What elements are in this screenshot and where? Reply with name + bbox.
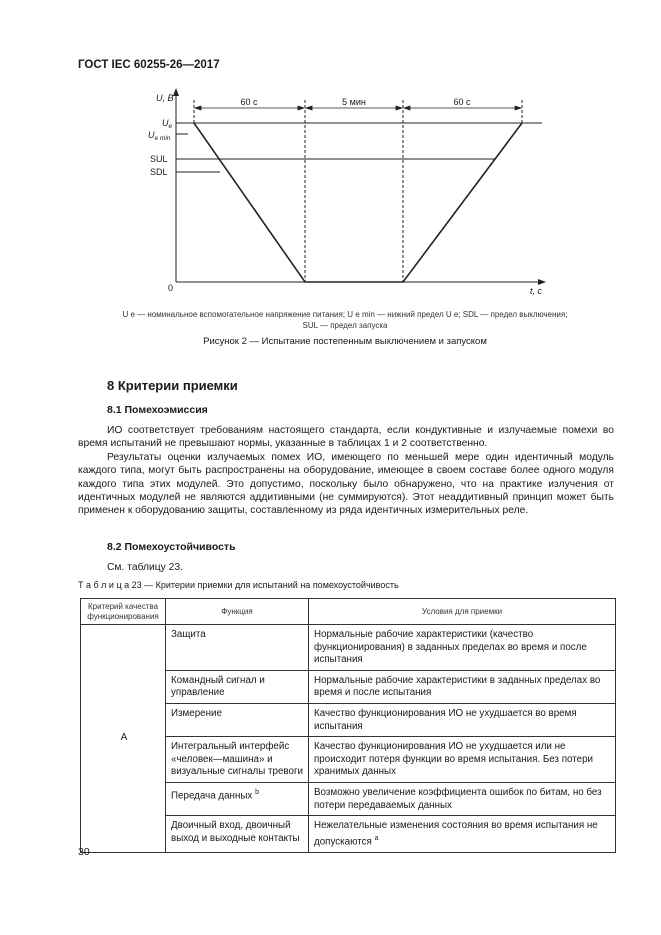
ue-sub: e bbox=[168, 123, 173, 130]
uemin-sub: e min bbox=[154, 135, 171, 142]
sul-label: SUL bbox=[150, 154, 168, 164]
function-cell: Измерение bbox=[166, 703, 309, 736]
section-8-title: 8 Критерии приемки bbox=[107, 378, 238, 393]
origin-label: 0 bbox=[168, 283, 174, 293]
x-axis-label: t, с bbox=[530, 286, 543, 296]
condition-cell: Качество функционирования ИО не ухудшается во время испытания bbox=[309, 703, 616, 736]
footnote-ref: b bbox=[255, 788, 259, 796]
section-8-1-title: 8.1 Помехоэмиссия bbox=[107, 404, 208, 416]
table-header-row bbox=[81, 599, 616, 625]
function-cell: Интегральный интерфейс «человек—машина» и визуальные сигналы тревоги bbox=[166, 737, 309, 783]
interval-2-label: 5 мин bbox=[342, 97, 366, 107]
condition-cell: Качество функционирования ИО не ухудшается или не происходит потеря функции во время испытания. Без потери хранимых данных bbox=[309, 737, 616, 783]
condition-cell: Нормальные рабочие характеристики в заданных пределах во время и после испытания bbox=[309, 670, 616, 703]
svg-text:Ue min bbox=[148, 130, 171, 142]
condition-text: Нежелательные изменения состояния во время испытания не допускаются bbox=[314, 820, 598, 847]
uemin-label: U bbox=[148, 130, 155, 140]
y-axis-label: U, В bbox=[156, 93, 174, 103]
condition-cell bbox=[309, 816, 616, 852]
header-criterion: Критерий качества функционирования bbox=[81, 599, 166, 625]
table-row bbox=[81, 625, 616, 671]
condition-cell: Возможно увеличение коэффициента ошибок по битам, но без потери передаваемых данных bbox=[309, 782, 616, 815]
header-condition: Условия для приемки bbox=[309, 599, 616, 625]
section-8-1-paragraph-1: ИО соответствует требованиям настоящего стандарта, если кондуктивные и излучаемые помехи во время испытаний не превышают нормы, указанные в таблицах 1 и 2 соответственно. bbox=[78, 425, 614, 450]
section-8-1-paragraph-2: Результаты оценки излучаемых помех ИО, имеющего по меньшей мере один идентичный модуль каждого типа, могут быть распространены на оборудование, имеющее в своем составе более одного модуля каждого типа этих модулей. Это допустимо, поскольку было обнаружено, что на практике излучения от идентичных модулей не являются аддитивными (не суммируются). Этот неаддитивный принцип может быть применен к оборудованию защиты, составленному из ряда идентичных измерительных реле. bbox=[78, 452, 614, 517]
interval-1-label: 60 с bbox=[240, 97, 258, 107]
acceptance-criteria-table bbox=[80, 598, 616, 853]
figure-caption: Рисунок 2 — Испытание постепенным выключением и запуском bbox=[203, 336, 487, 347]
x-axis-arrow bbox=[538, 279, 546, 285]
page-number: 30 bbox=[78, 846, 90, 858]
figure-legend-line1: U e — номинальное вспомогательное напряжение питания; U e min — нижний предел U e; SDL — предел выключения; bbox=[122, 310, 568, 319]
table-caption: Т а б л и ц а 23 — Критерии приемки для испытаний на помехоустойчивость bbox=[78, 580, 399, 590]
function-cell: Двоичный вход, двоичный выход и выходные контакты bbox=[166, 816, 309, 852]
criterion-cell: А bbox=[81, 625, 166, 853]
interval-3-label: 60 с bbox=[453, 97, 471, 107]
voltage-dip-diagram bbox=[0, 0, 661, 335]
function-text: Передача данных bbox=[171, 790, 253, 802]
sdl-label: SDL bbox=[150, 167, 168, 177]
voltage-profile bbox=[194, 123, 522, 282]
condition-cell: Нормальные рабочие характеристики (качество функционирования) в заданных пределах во время и после испытания bbox=[309, 625, 616, 671]
figure-legend-line2: SUL — предел запуска bbox=[302, 321, 388, 330]
ue-label: U bbox=[162, 118, 169, 128]
document-header: ГОСТ IEC 60255-26—2017 bbox=[78, 59, 220, 71]
svg-text:Ue bbox=[162, 118, 173, 130]
function-cell: Защита bbox=[166, 625, 309, 671]
header-function: Функция bbox=[166, 599, 309, 625]
footnote-ref: a bbox=[374, 834, 379, 842]
section-8-2-paragraph: См. таблицу 23. bbox=[107, 562, 183, 573]
section-8-2-title: 8.2 Помехоустойчивость bbox=[107, 541, 236, 553]
function-cell bbox=[166, 782, 309, 815]
function-cell: Командный сигнал и управление bbox=[166, 670, 309, 703]
y-axis-arrow bbox=[173, 88, 179, 96]
